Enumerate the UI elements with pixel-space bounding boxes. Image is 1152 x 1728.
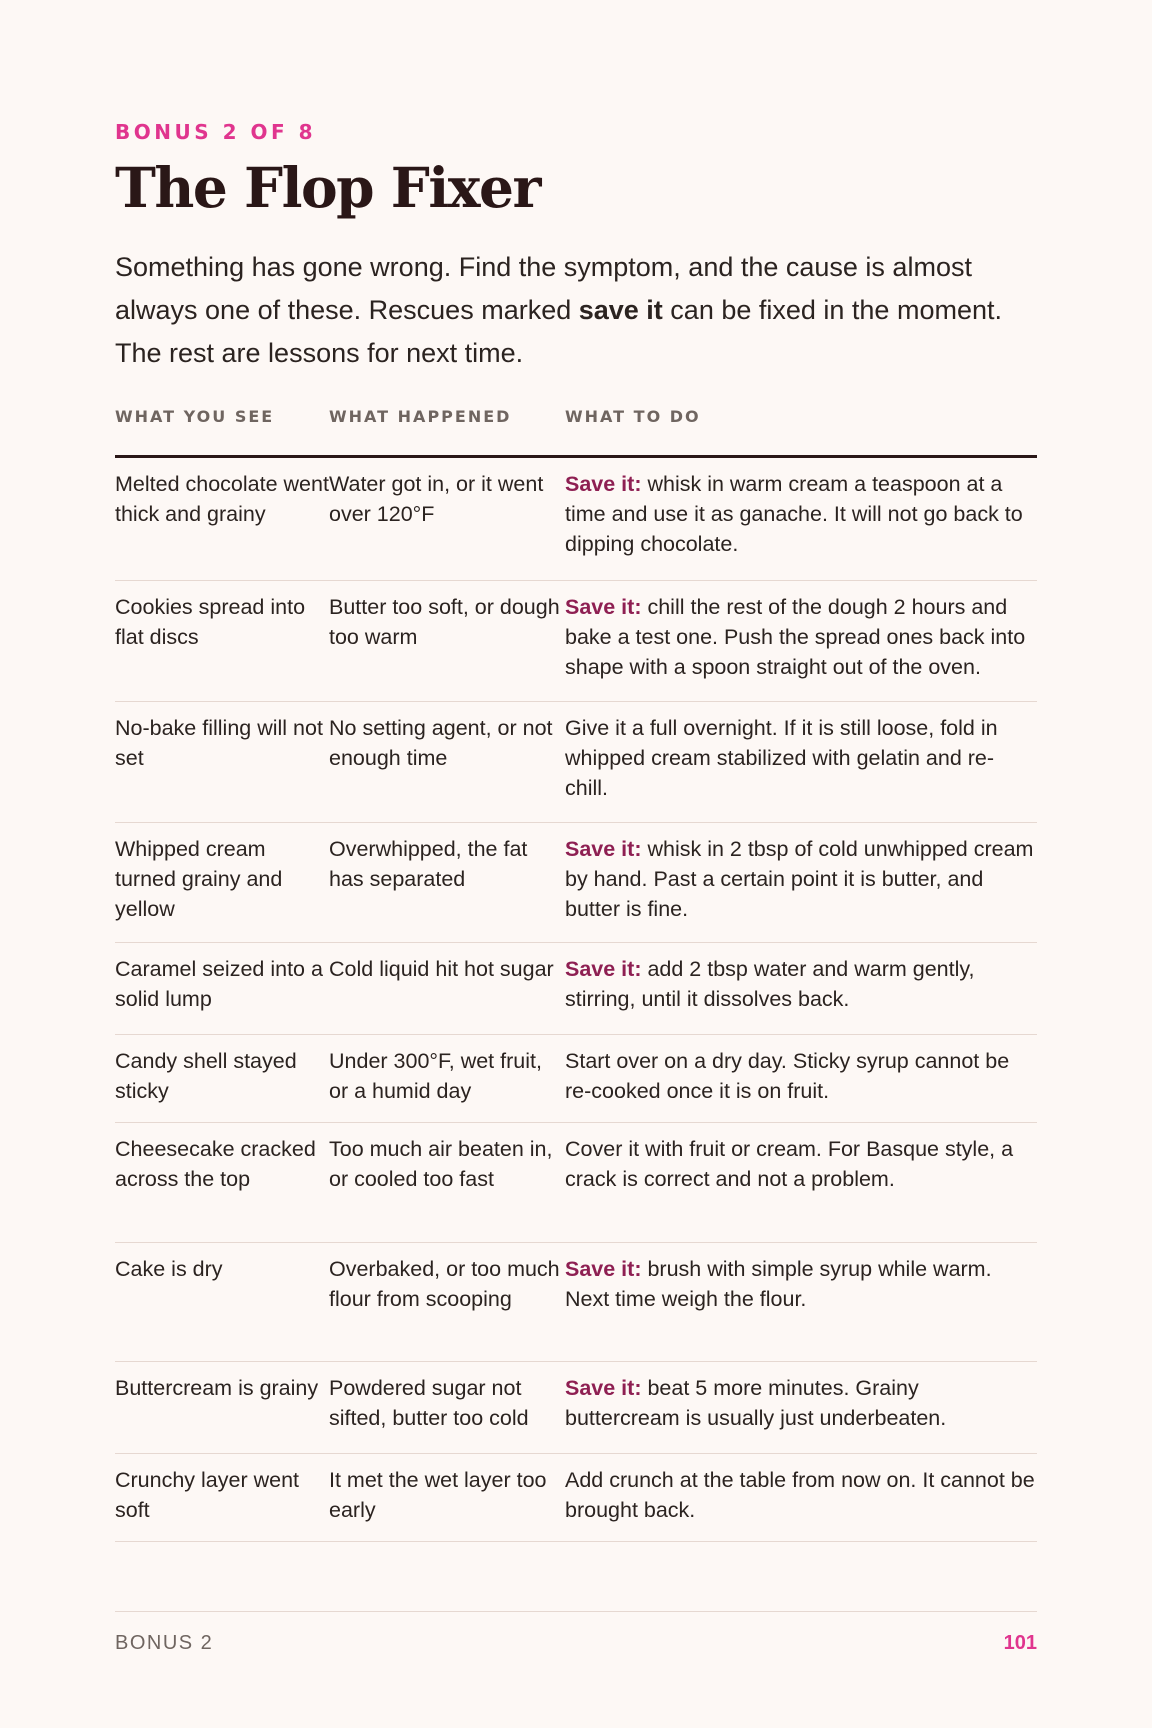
table-row	[115, 1123, 1037, 1243]
table-row	[115, 1362, 1037, 1454]
cell-remedy	[565, 1046, 1037, 1122]
intro-bold: save it	[578, 295, 663, 325]
table-row	[115, 1035, 1037, 1123]
remedy-text: Give it a full overnight. If it is still loose, fold in whipped cream stabilized with gelatin and re-chill.	[565, 716, 998, 800]
table-body	[115, 458, 1037, 1542]
footer-section-label: BONUS 2	[115, 1632, 214, 1654]
cell-symptom: Whipped cream turned grainy and yellow	[115, 837, 283, 921]
table-row	[115, 702, 1037, 823]
table-row	[115, 1454, 1037, 1542]
cell-remedy	[565, 834, 1037, 942]
cell-symptom: Crunchy layer went soft	[115, 1468, 300, 1522]
cell-remedy	[565, 1134, 1037, 1242]
remedy-text: chill the rest of the dough 2 hours and bake a test one. Push the spread ones back into shape with a spoon straight out of the oven.	[565, 595, 1026, 679]
table-row	[115, 458, 1037, 581]
cell-cause: Water got in, or it went over 120°F	[329, 472, 544, 526]
save-it-label: Save it:	[565, 1257, 642, 1281]
save-it-label: Save it:	[565, 837, 642, 861]
cell-symptom: Melted chocolate went thick and grainy	[115, 472, 329, 526]
table-row	[115, 1243, 1037, 1362]
cell-remedy	[565, 592, 1037, 701]
remedy-text: brush with simple syrup while warm. Next time weigh the flour.	[565, 1257, 992, 1311]
remedy-text: Cover it with fruit or cream. For Basque style, a crack is correct and not a problem.	[565, 1137, 1014, 1191]
cell-symptom: Cheesecake cracked across the top	[115, 1137, 316, 1191]
remedy-text: Start over on a dry day. Sticky syrup cannot be re-cooked once it is on fruit.	[565, 1049, 1010, 1103]
cell-remedy	[565, 1373, 1037, 1453]
intro-text-end: can be fixed in the moment. The rest are lessons for next time.	[115, 295, 1002, 368]
page-number: 101	[1003, 1632, 1037, 1654]
intro-paragraph	[115, 246, 1037, 375]
cell-cause: It met the wet layer too early	[329, 1468, 547, 1522]
cell-cause: Overwhipped, the fat has separated	[329, 837, 528, 891]
cell-symptom: Cookies spread into flat discs	[115, 595, 306, 649]
remedy-text: Add crunch at the table from now on. It cannot be brought back.	[565, 1468, 1035, 1522]
cell-symptom: Buttercream is grainy	[115, 1376, 319, 1400]
cell-cause: Overbaked, or too much flour from scooping	[329, 1257, 560, 1311]
save-it-label: Save it:	[565, 472, 642, 496]
column-header-what-happened: WHAT HAPPENED	[329, 407, 512, 426]
cell-remedy	[565, 954, 1037, 1034]
column-header-what-to-do: WHAT TO DO	[565, 407, 701, 426]
save-it-label: Save it:	[565, 1376, 642, 1400]
cell-remedy	[565, 713, 1037, 822]
cell-cause: Too much air beaten in, or cooled too fast	[329, 1137, 553, 1191]
remedy-text: beat 5 more minutes. Grainy buttercream is usually just underbeaten.	[565, 1376, 947, 1430]
page-title: The Flop Fixer	[115, 155, 540, 220]
cell-symptom: No-bake filling will not set	[115, 716, 323, 770]
table-header	[115, 397, 1037, 458]
cell-cause: Cold liquid hit hot sugar	[329, 957, 554, 981]
column-header-what-you-see: WHAT YOU SEE	[115, 407, 275, 426]
cell-cause: Under 300°F, wet fruit, or a humid day	[329, 1049, 542, 1103]
table-row	[115, 581, 1037, 702]
eyebrow: BONUS 2 OF 8	[115, 120, 317, 144]
page-footer	[115, 1611, 1037, 1655]
cell-symptom: Caramel seized into a solid lump	[115, 957, 323, 1011]
remedy-text: whisk in warm cream a teaspoon at a time and use it as ganache. It will not go back to dipping chocolate.	[565, 472, 1023, 556]
cell-remedy	[565, 1465, 1037, 1541]
cell-remedy	[565, 1254, 1037, 1361]
cell-symptom: Candy shell stayed sticky	[115, 1049, 297, 1103]
cell-cause: No setting agent, or not enough time	[329, 716, 553, 770]
remedy-text: whisk in 2 tbsp of cold unwhipped cream by hand. Past a certain point it is butter, and butter is fine.	[565, 837, 1034, 921]
table-row	[115, 823, 1037, 943]
cell-cause: Butter too soft, or dough too warm	[329, 595, 560, 649]
intro-text: Something has gone wrong. Find the symptom, and the cause is almost always one of these. Rescues marked	[115, 252, 972, 325]
remedy-text: add 2 tbsp water and warm gently, stirring, until it dissolves back.	[565, 957, 975, 1011]
cell-cause: Powdered sugar not sifted, butter too cold	[329, 1376, 529, 1430]
cell-remedy	[565, 469, 1037, 580]
save-it-label: Save it:	[565, 957, 642, 981]
save-it-label: Save it:	[565, 595, 642, 619]
cell-symptom: Cake is dry	[115, 1257, 223, 1281]
content	[115, 118, 1037, 1542]
table-row	[115, 943, 1037, 1035]
